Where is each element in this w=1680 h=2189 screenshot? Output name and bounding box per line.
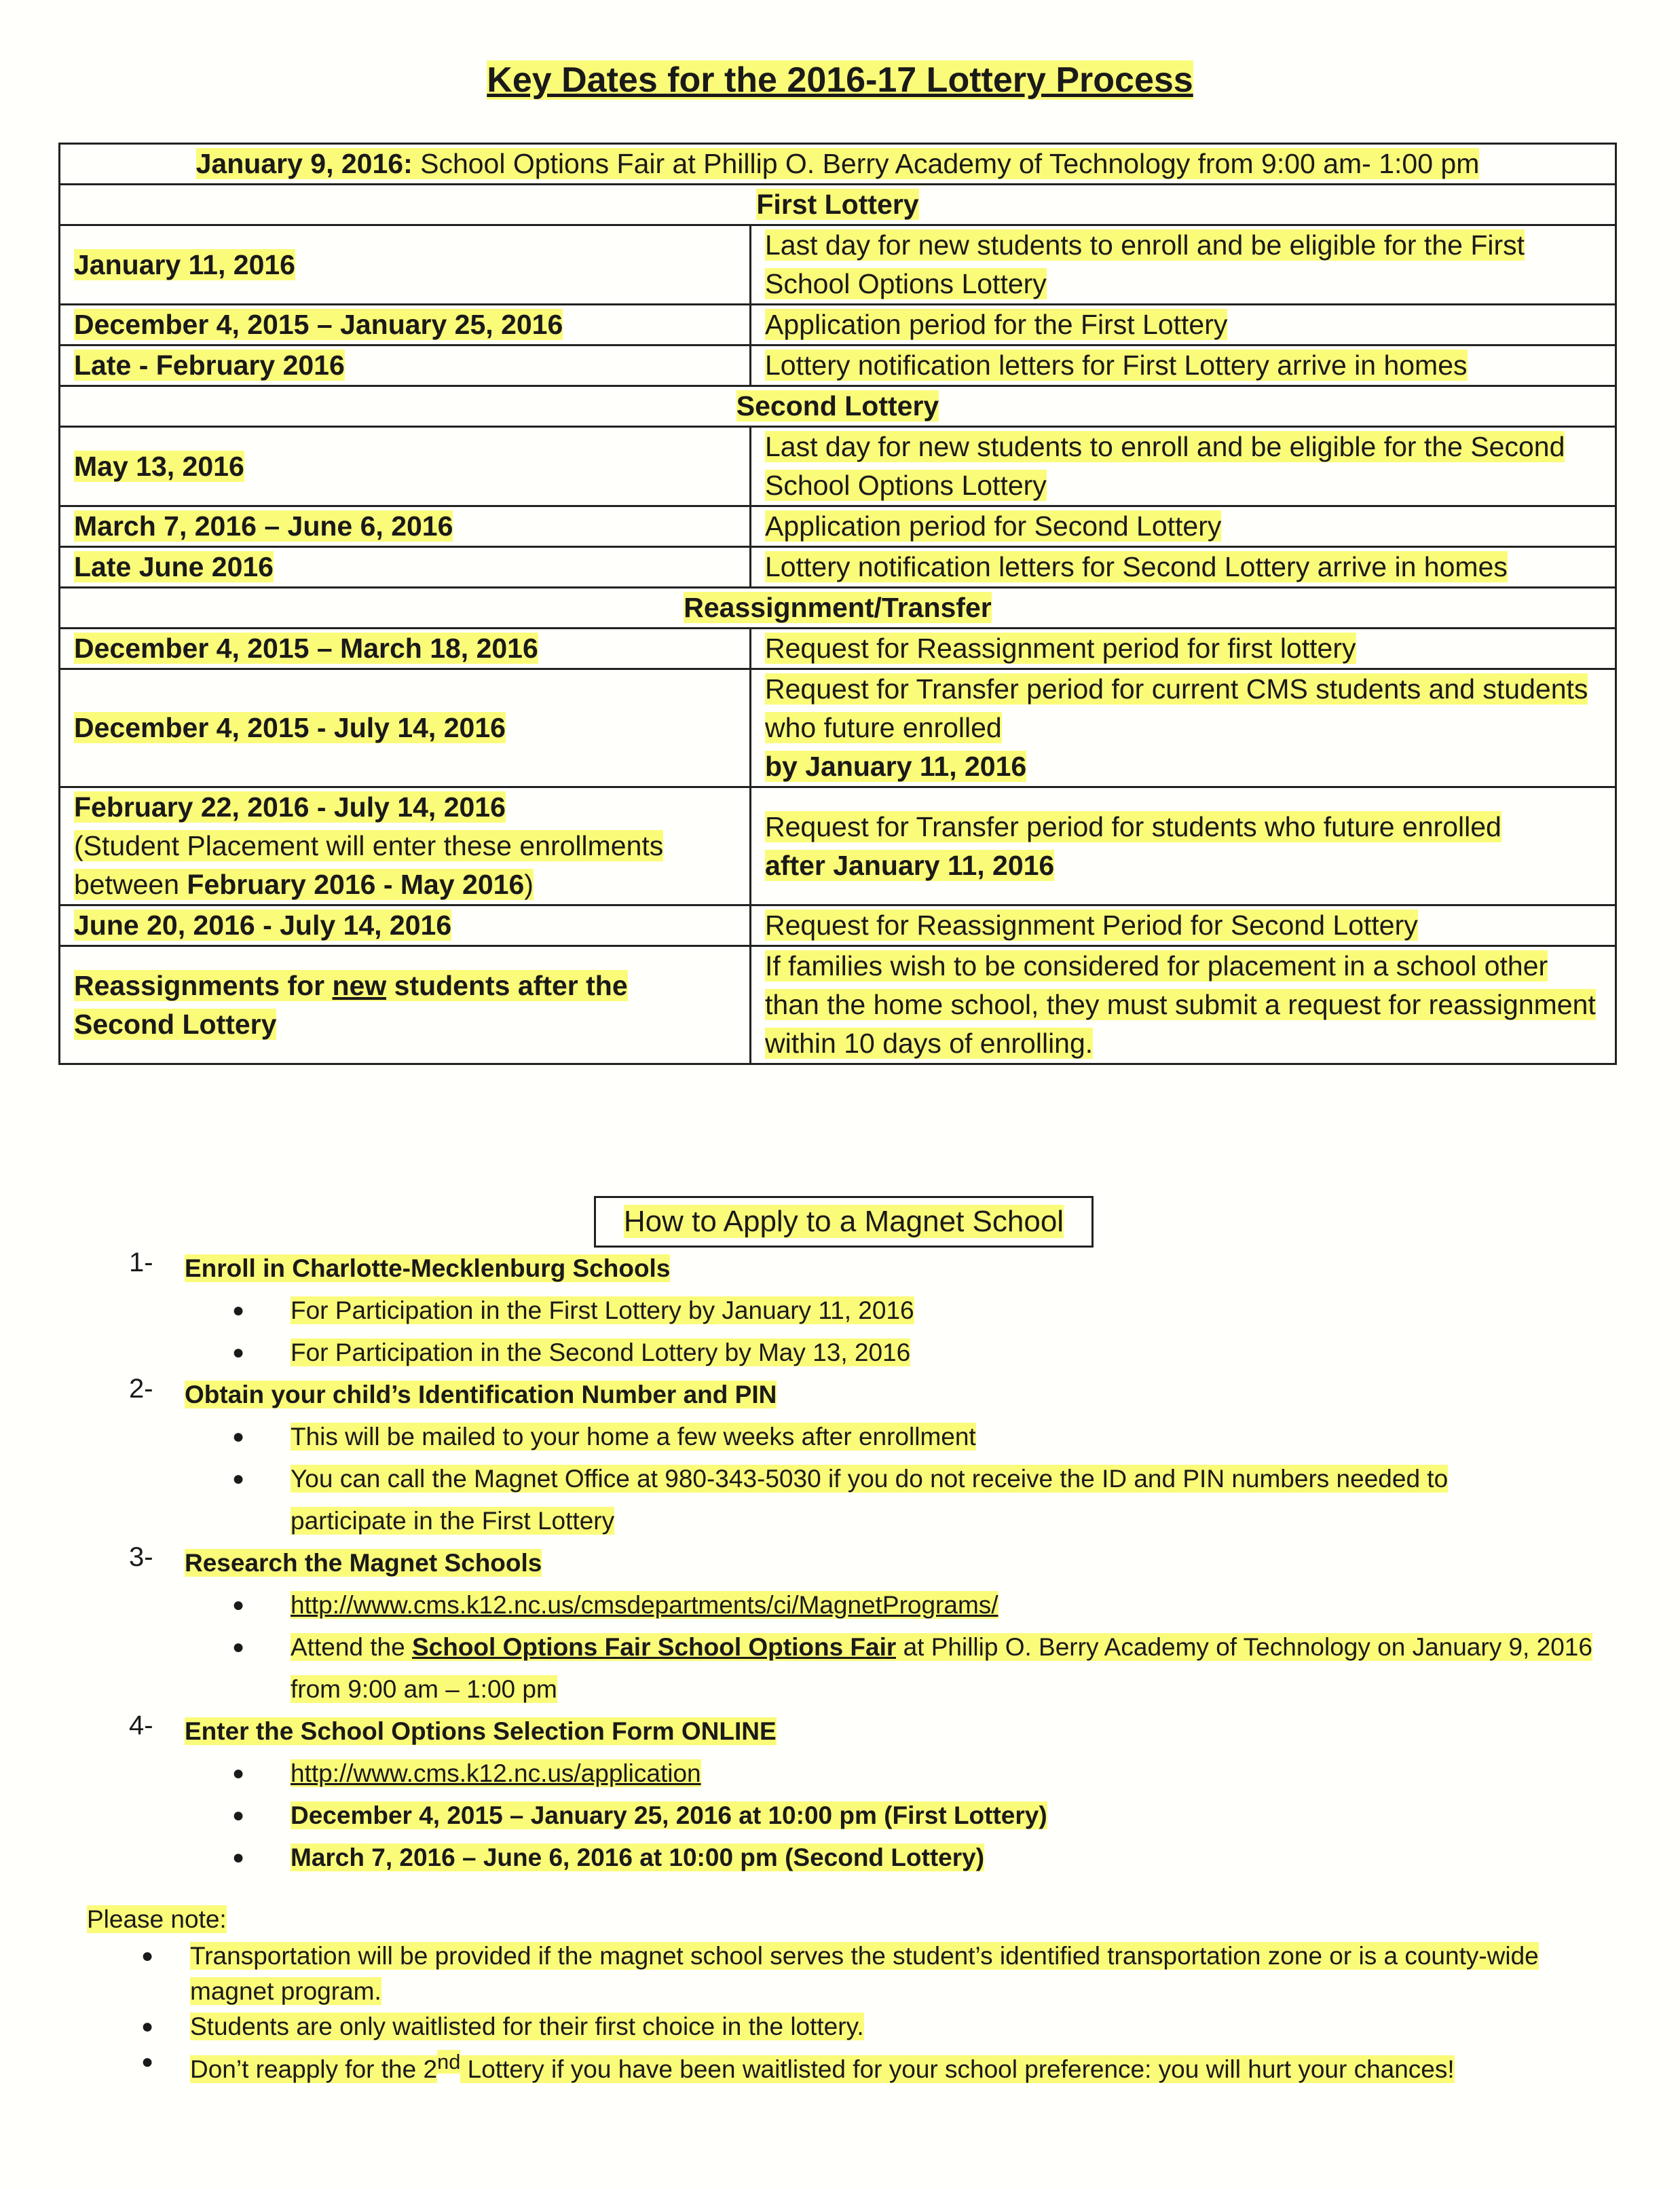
table-row bbox=[60, 506, 1616, 547]
description-cell: Application period for Second Lottery bbox=[751, 506, 1616, 547]
date-cell: May 13, 2016 bbox=[60, 427, 751, 506]
step-number: 2- bbox=[129, 1374, 153, 1404]
description-cell: Request for Reassignment period for first lottery bbox=[751, 629, 1616, 669]
bullet-icon: ● bbox=[232, 1299, 245, 1322]
fair-cell: January 9, 2016: School Options Fair at Phillip O. Berry Academy of Technology from 9:00 am- 1:00 pm bbox=[60, 144, 1616, 185]
table-row bbox=[60, 345, 1616, 386]
note-title: Please note: bbox=[87, 1905, 227, 1933]
step-number: 3- bbox=[129, 1542, 153, 1572]
bullet-icon: ● bbox=[232, 1846, 245, 1869]
table-row bbox=[60, 547, 1616, 588]
list-item: ● For Participation in the Second Lottery by May 13, 2016 bbox=[236, 1332, 1622, 1374]
bullet-icon: ● bbox=[232, 1341, 245, 1364]
date-cell: February 22, 2016 - July 14, 2016 (Student Placement will enter these enrollments between February 2016 - May 2016) bbox=[60, 787, 751, 905]
reassignment-heading: Reassignment/Transfer bbox=[60, 588, 1616, 629]
list-item: ● December 4, 2015 – January 25, 2016 at 10:00 pm (First Lottery) bbox=[236, 1795, 1622, 1837]
date-cell: June 20, 2016 - July 14, 2016 bbox=[60, 905, 751, 946]
table-row bbox=[60, 144, 1616, 185]
step-title: Obtain your child’s Identification Number and PIN bbox=[185, 1381, 777, 1408]
bullet-icon: ● bbox=[232, 1762, 245, 1784]
bullet-icon: ● bbox=[232, 1425, 245, 1448]
list-item: ● Transportation will be provided if the magnet school serves the student’s identified transportation zone or is a county-wide magnet program. bbox=[87, 1939, 1621, 2009]
description-cell: Last day for new students to enroll and be eligible for the First School Options Lottery bbox=[751, 225, 1616, 305]
description-cell: Request for Reassignment Period for Second Lottery bbox=[751, 905, 1616, 946]
description-cell: If families wish to be considered for placement in a school other than the home school, they must submit a request for reassignment within 10 days of enrolling. bbox=[751, 946, 1616, 1064]
description-cell: Lottery notification letters for First Lottery arrive in homes bbox=[751, 345, 1616, 386]
step-2 bbox=[129, 1374, 1622, 1542]
date-cell: December 4, 2015 – January 25, 2016 bbox=[60, 305, 751, 345]
bullet-icon: ● bbox=[232, 1636, 245, 1658]
table-row bbox=[60, 427, 1616, 506]
list-item: ● Students are only waitlisted for their first choice in the lottery. bbox=[87, 2009, 1621, 2044]
step-title: Enter the School Options Selection Form ONLINE bbox=[185, 1717, 777, 1745]
magnet-programs-link[interactable]: http://www.cms.k12.nc.us/cmsdepartments/ci/MagnetPrograms/ bbox=[291, 1591, 998, 1619]
list-item: ● For Participation in the First Lottery by January 11, 2016 bbox=[236, 1290, 1622, 1332]
step-number: 4- bbox=[129, 1710, 153, 1740]
description-cell: Last day for new students to enroll and be eligible for the Second School Options Lottery bbox=[751, 427, 1616, 506]
list-item: ● March 7, 2016 – June 6, 2016 at 10:00 pm (Second Lottery) bbox=[236, 1837, 1622, 1879]
second-lottery-heading: Second Lottery bbox=[60, 386, 1616, 427]
description-cell: Request for Transfer period for current CMS students and students who future enrolled by January 11, 2016 bbox=[751, 669, 1616, 787]
date-cell: December 4, 2015 - July 14, 2016 bbox=[60, 669, 751, 787]
table-row bbox=[60, 629, 1616, 669]
key-dates-table bbox=[58, 143, 1617, 1065]
list-item: ● Don’t reapply for the 2nd Lottery if you have been waitlisted for your school preference: you will hurt your chances! bbox=[87, 2044, 1621, 2087]
date-cell: December 4, 2015 – March 18, 2016 bbox=[60, 629, 751, 669]
step-1 bbox=[129, 1248, 1622, 1374]
bullet-icon: ● bbox=[141, 1945, 154, 1967]
date-cell: March 7, 2016 – June 6, 2016 bbox=[60, 506, 751, 547]
step-title: Research the Magnet Schools bbox=[185, 1549, 542, 1577]
list-item bbox=[232, 1753, 1622, 1795]
step-title: Enroll in Charlotte-Mecklenburg Schools bbox=[185, 1254, 671, 1282]
table-row bbox=[60, 305, 1616, 345]
date-cell: January 11, 2016 bbox=[60, 225, 751, 305]
table-row bbox=[60, 905, 1616, 946]
description-cell: Lottery notification letters for Second Lottery arrive in homes bbox=[751, 547, 1616, 588]
page-title: Key Dates for the 2016-17 Lottery Process bbox=[487, 60, 1193, 100]
step-4 bbox=[129, 1710, 1622, 1879]
steps-list bbox=[129, 1248, 1622, 1879]
bullet-icon: ● bbox=[232, 1594, 245, 1616]
step-number: 1- bbox=[129, 1248, 153, 1277]
date-cell: Reassignments for new students after the Second Lottery bbox=[60, 946, 751, 1064]
date-cell: Late June 2016 bbox=[60, 547, 751, 588]
table-row bbox=[60, 787, 1616, 905]
section-header bbox=[60, 386, 1616, 427]
list-item: ● You can call the Magnet Office at 980-343-5030 if you do not receive the ID and PIN numbers needed to participate in the First Lottery bbox=[236, 1458, 1622, 1542]
section-header bbox=[60, 588, 1616, 629]
list-item: ● Attend the School Options Fair School Options Fair at Phillip O. Berry Academy of Technology on January 9, 2016 from 9:00 am – 1:00 pm bbox=[236, 1626, 1622, 1710]
list-item: ● This will be mailed to your home a few weeks after enrollment bbox=[236, 1416, 1622, 1458]
section-header bbox=[60, 185, 1616, 225]
date-cell: Late - February 2016 bbox=[60, 345, 751, 386]
list-item bbox=[232, 1584, 1622, 1626]
first-lottery-heading: First Lottery bbox=[60, 185, 1616, 225]
bullet-icon: ● bbox=[141, 2051, 154, 2073]
table-row bbox=[60, 225, 1616, 305]
step-3 bbox=[129, 1542, 1622, 1710]
application-link[interactable]: http://www.cms.k12.nc.us/application bbox=[291, 1759, 701, 1787]
how-to-apply-heading: How to Apply to a Magnet School bbox=[594, 1196, 1094, 1248]
bullet-icon: ● bbox=[232, 1804, 245, 1827]
description-cell: Application period for the First Lottery bbox=[751, 305, 1616, 345]
bullet-icon: ● bbox=[232, 1467, 245, 1490]
bullet-icon: ● bbox=[141, 2015, 154, 2038]
table-row bbox=[60, 669, 1616, 787]
please-note-section bbox=[87, 1901, 1621, 2087]
school-options-fair-link[interactable]: School Options Fair School Options Fair bbox=[411, 1633, 897, 1661]
table-row bbox=[60, 946, 1616, 1064]
description-cell: Request for Transfer period for students who future enrolled after January 11, 2016 bbox=[751, 787, 1616, 905]
